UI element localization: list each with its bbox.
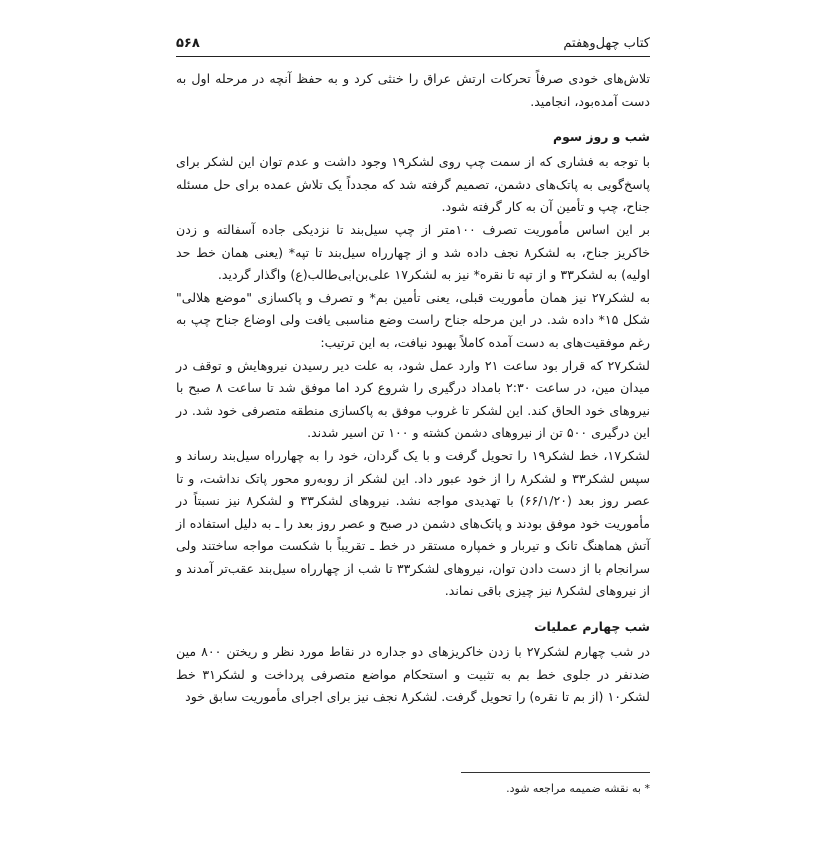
section-heading-third-day: شب و روز سوم: [553, 129, 650, 145]
paragraph: بر این اساس مأموریت تصرف ۱۰۰متر از چپ سیل‌بند تا نزدیکی جاده آسفالته و زدن خاکریز جناح، به لشکر۸ نجف داده شد و از چهارراه سیل‌بند تا تپه* (یعنی همان خط حد اولیه) به لشکر۳۳ و از تپه تا نقره* نیز به لشکر۱۷ علی‌بن‌ابی‌طالب(ع) واگذار گردید.: [176, 221, 650, 283]
footnote: * به نقشه ضمیمه مراجعه شود.: [506, 782, 650, 795]
paragraph: به لشکر۲۷ نیز همان مأموریت قبلی، یعنی تأمین بم* و تصرف و پاکسازی "موضع هلالی" شکل ۱۵* داده شد. در این مرحله جناح راست وضع مناسبی یافت ولی اوضاع جناح چپ به رغم موفقیت‌های به دست آمده کاملاً بهبود نیافت، به این ترتیب:: [176, 289, 650, 350]
paragraph: در شب چهارم لشکر۲۷ با زدن خاکریزهای دو جداره در نقاط مورد نظر و ریختن ۸۰۰ مین ضدنفر در جلوی خط بم به تثبیت و استحکام مواضع متصرفی پرداخت و لشکر۳۱ خط لشکر۱۰ (از بم تا نقره) را تحویل گرفت. لشکر۸ نجف نیز برای اجرای مأموریت سابق خود: [176, 644, 651, 705]
header-rule: [176, 56, 650, 57]
paragraph: لشکر۲۷ که قرار بود ساعت ۲۱ وارد عمل شود، به علت دیر رسیدن نیروهایش و توقف در میدان مین، در ساعت ۲:۳۰ بامداد درگیری را شروع کرد اما موفق شد تا ساعت ۸ صبح با نیروهای خود الحاق کند. این لشکر تا غروب موفق به پاکسازی منطقه متصرفی خود شد. در این درگیری ۵۰۰ تن از نیروهای دشمن کشته و ۱۰۰ تن اسیر شدند.: [176, 357, 650, 441]
book-title: کتاب چهل‌وهفتم: [563, 36, 650, 51]
paragraph: با توجه به فشاری که از سمت چپ روی لشکر۱۹ وجود داشت و عدم توان این لشکر برای پاسخ‌گویی به پاتک‌های دشمن، تصمیم گرفته شد که مجدداً یک تلاش عمده برای حل مسئله جناح، چپ و تأمین آن به کار گرفته شود.: [176, 154, 650, 215]
paragraph: لشکر۱۷، خط لشکر۱۹ را تحویل گرفت و با یک گردان، خود را به چهارراه سیل‌بند رساند و سپس لشکر۳۳ و لشکر۸ را از خود عبور داد. این لشکر از روبه‌رو محور پاتک نداشت، و تا عصر روز بعد (۶۶/۱/۲۰) با تهدیدی مواجه نشد. نیروهای لشکر۳۳ و لشکر۸ نیز نسبتاً در مأموریت خود موفق بودند و پاتک‌های دشمن در صبح و عصر روز بعد را ـ به دلیل استفاده از آتش هماهنگ تانک و تیربار و خمپاره مستقر در خط ـ تقریباً با شکست مواجه ساختند ولی سرانجام با از دست دادن توان، نیروهای لشکر۳۳ تا شب از چهارراه سیل‌بند عقب‌تر آمدند و از نیروهای لشکر۸ نیز چیزی باقی نماند.: [176, 447, 650, 599]
main-text: [176, 68, 650, 709]
footnote-rule: [461, 772, 650, 773]
running-header: [176, 34, 650, 54]
section-heading-fourth-night: شب چهارم عملیات: [534, 619, 650, 635]
intro-paragraph: تلاش‌های خودی صرفاً تحرکات ارتش عراق را خنثی کرد و به حفظ آنچه در مرحله اول به دست آمده‌بود، انجامید.: [176, 71, 650, 109]
page-number: ۵۶۸: [176, 36, 200, 51]
